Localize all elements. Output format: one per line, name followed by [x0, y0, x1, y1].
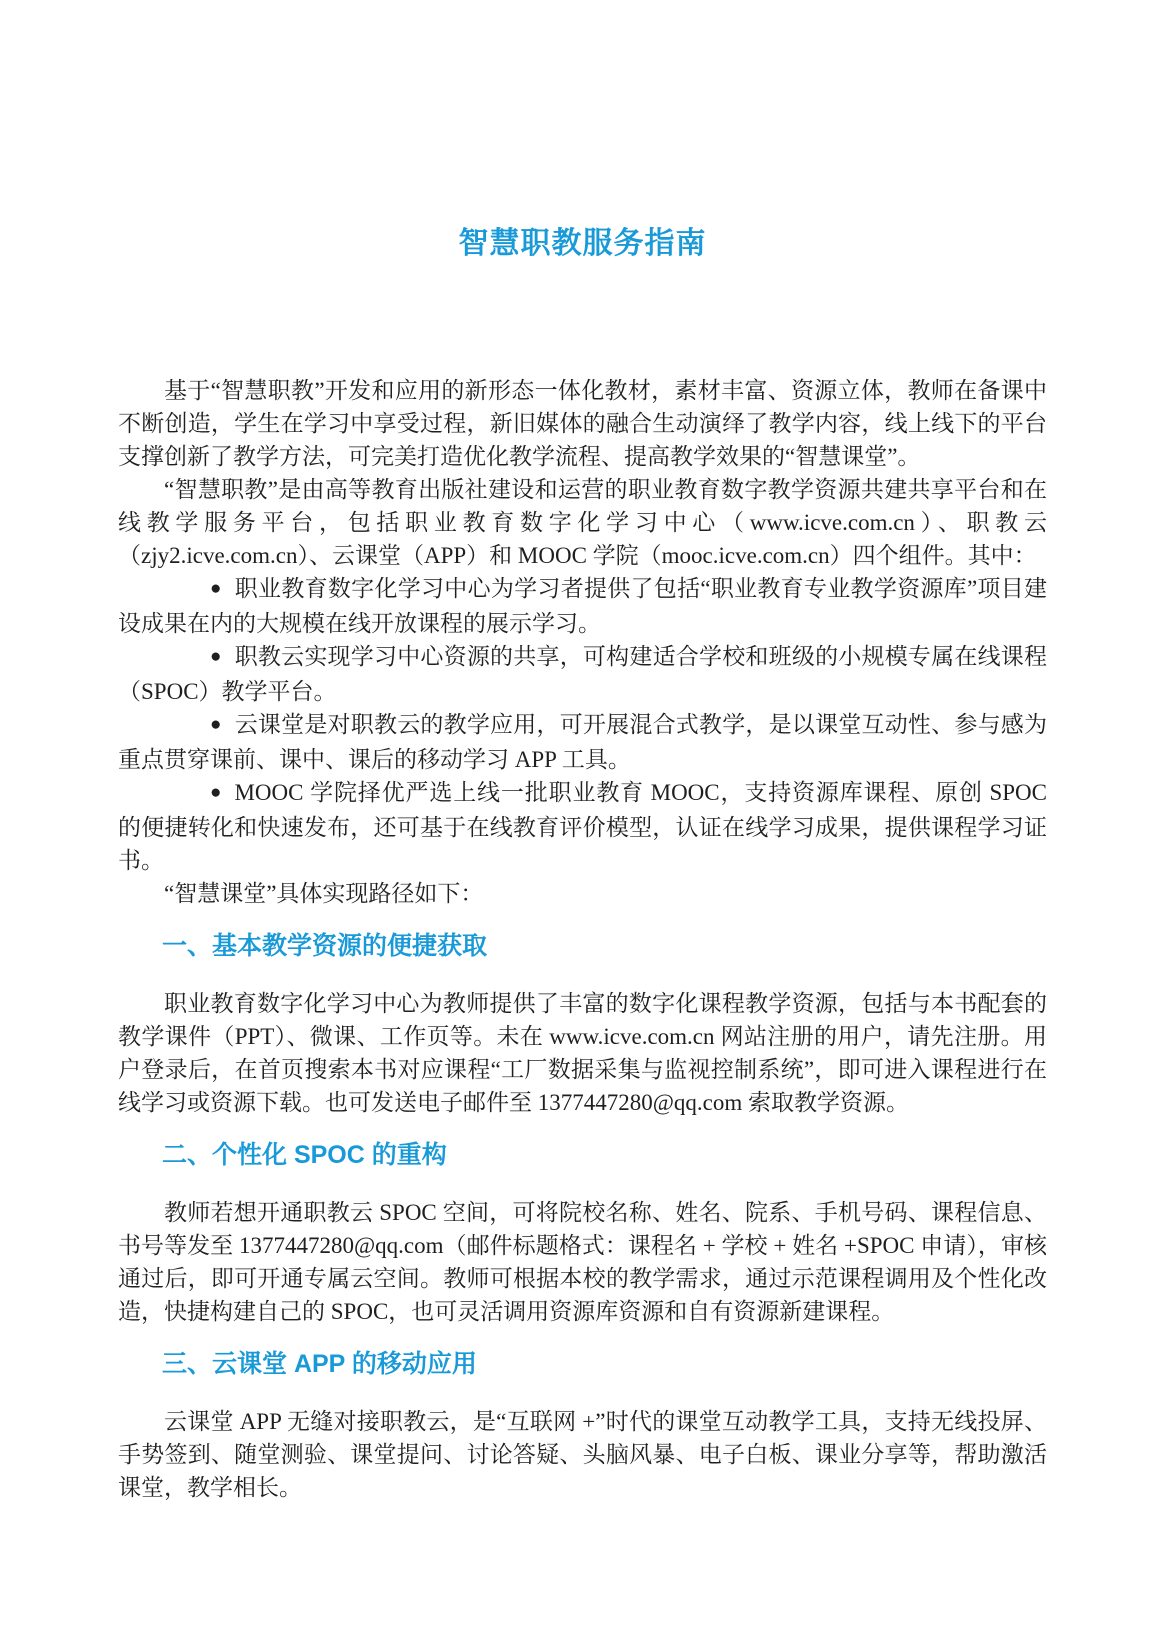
bullet-dot-icon: ● [210, 578, 222, 599]
bullet-item [118, 708, 1047, 776]
path-note: “智慧课堂”具体实现路径如下： [164, 881, 484, 906]
section-heading-2: 二、个性化 SPOC 的重构 [162, 1141, 447, 1169]
bullet-item [118, 572, 1047, 640]
intro-paragraph-1: 基于“智慧职教”开发和应用的新形态一体化教材，素材丰富、资源立体，教师在备课中不断创造，学生在学习中享受过程，新旧媒体的融合生动演绎了教学内容，线上线下的平台支撑创新了教学方法，可完美打造优化教学流程、提高教学效果的“智慧课堂”。 [118, 378, 1047, 469]
bullet-text: 职教云实现学习中心资源的共享，可构建适合学校和班级的小规模专属在线课程（SPOC）教学平台。 [118, 644, 1047, 704]
intro-paragraph-2: “智慧职教”是由高等教育出版社建设和运营的职业教育数字教学资源共建共享平台和在线教学服务平台，包括职业教育数字化学习中心（www.icve.com.cn）、职教云（zjy2.icve.com.cn）、云课堂（APP）和 MOOC 学院（mooc.icve.com.cn）四个组件。其中： [118, 477, 1047, 568]
section-paragraph-3: 云课堂 APP 无缝对接职教云，是“互联网 +”时代的课堂互动教学工具，支持无线投屏、手势签到、随堂测验、课堂提问、讨论答疑、头脑风暴、电子白板、课业分享等，帮助激活课堂，教学相长。 [118, 1409, 1047, 1500]
section-paragraph-2: 教师若想开通职教云 SPOC 空间，可将院校名称、姓名、院系、手机号码、课程信息、书号等发至 1377447280@qq.com（邮件标题格式：课程名 + 学校 + 姓名 +SPOC 申请），审核通过后，即可开通专属云空间。教师可根据本校的教学需求，通过示范课程调用及个性化改造，快捷构建自己的 SPOC，也可灵活调用资源库资源和自有资源新建课程。 [118, 1200, 1047, 1324]
bullet-item [118, 776, 1047, 877]
bullet-text: 云课堂是对职教云的教学应用，可开展混合式教学，是以课堂互动性、参与感为重点贯穿课前、课中、课后的移动学习 APP 工具。 [118, 712, 1047, 772]
section-basic-resources [118, 931, 1047, 1119]
section-cloud-classroom-app [118, 1349, 1047, 1504]
bullet-text: 职业教育数字化学习中心为学习者提供了包括“职业教育专业教学资源库”项目建设成果在内的大规模在线开放课程的展示学习。 [118, 576, 1047, 636]
bullet-dot-icon: ● [210, 782, 222, 803]
bullet-dot-icon: ● [210, 646, 222, 667]
section-heading-3: 三、云课堂 APP 的移动应用 [162, 1350, 477, 1378]
section-paragraph-1: 职业教育数字化学习中心为教师提供了丰富的数字化课程教学资源，包括与本书配套的教学课件（PPT）、微课、工作页等。未在 www.icve.com.cn 网站注册的用户，请先注册。用户登录后，在首页搜索本书对应课程“工厂数据采集与监视控制系统”，即可进入课程进行在线学习或资源下载。也可发送电子邮件至 1377447280@qq.com 索取教学资源。 [118, 991, 1047, 1115]
section-spoc-rebuild [118, 1140, 1047, 1328]
page-content [118, 374, 1047, 1504]
page-title: 智慧职教服务指南 [458, 227, 707, 260]
bullet-dot-icon: ● [210, 714, 222, 735]
bullet-item [118, 640, 1047, 708]
section-heading-1: 一、基本教学资源的便捷获取 [162, 932, 488, 960]
bullet-text: MOOC 学院择优严选上线一批职业教育 MOOC，支持资源库课程、原创 SPOC 的便捷转化和快速发布，还可基于在线教育评价模型，认证在线学习成果，提供课程学习证书。 [118, 780, 1047, 873]
